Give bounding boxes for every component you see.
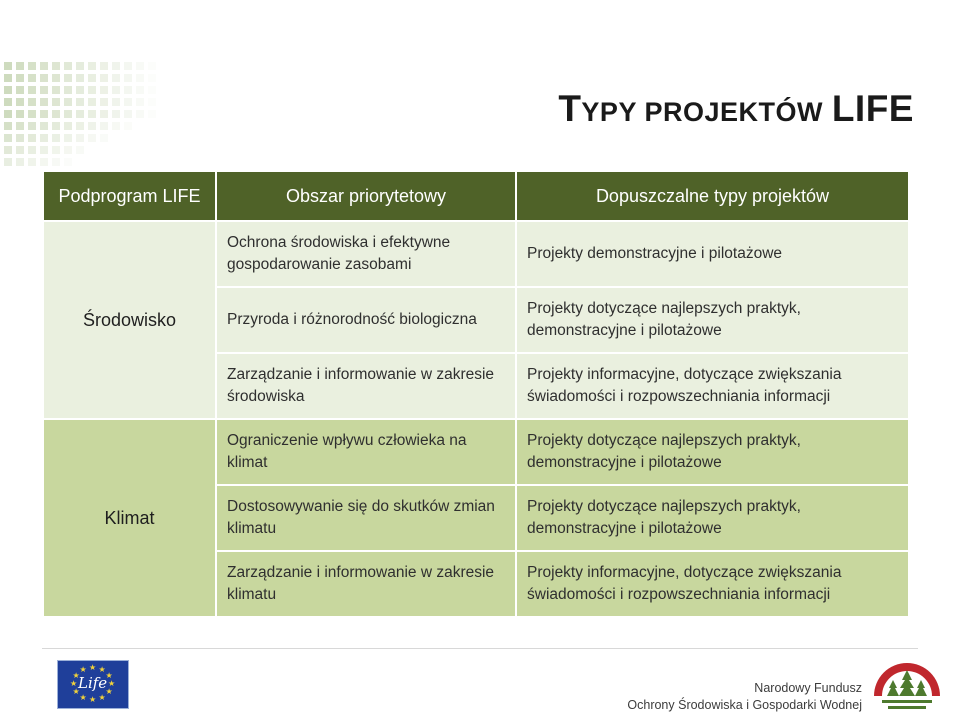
- decorative-dot: [28, 122, 36, 130]
- decorative-dot: [100, 134, 108, 142]
- decorative-dot: [88, 98, 96, 106]
- table-header-row: [44, 172, 908, 220]
- decorative-dot: [52, 122, 60, 130]
- decorative-dot: [100, 74, 108, 82]
- decorative-dot: [100, 122, 108, 130]
- decorative-dot: [40, 86, 48, 94]
- decorative-dot: [28, 110, 36, 118]
- decorative-dot: [124, 98, 132, 106]
- decorative-dot: [112, 74, 120, 82]
- decorative-dot: [124, 110, 132, 118]
- decorative-dot: [136, 86, 144, 94]
- nfosigw-logo-icon: [868, 656, 946, 714]
- decorative-dot: [76, 62, 84, 70]
- project-types-cell: Projekty informacyjne, dotyczące zwiększania świadomości i rozpowszechniania informacji: [517, 354, 908, 418]
- fund-name-line-2: Ochrony Środowiska i Gospodarki Wodnej: [627, 698, 862, 712]
- decorative-dot: [64, 158, 72, 166]
- priority-area-cell: Ochrona środowiska i efektywne gospodarowanie zasobami: [217, 222, 515, 286]
- priority-area-cell: Zarządzanie i informowanie w zakresie środowiska: [217, 354, 515, 418]
- eu-star-icon: ★: [108, 679, 116, 688]
- decorative-dot: [4, 98, 12, 106]
- decorative-dot: [100, 86, 108, 94]
- eu-life-logo: [57, 660, 129, 709]
- eu-star-icon: ★: [72, 687, 80, 696]
- decorative-dot: [52, 98, 60, 106]
- decorative-dot: [112, 98, 120, 106]
- decorative-dot: [64, 110, 72, 118]
- eu-star-icon: ★: [98, 692, 106, 702]
- decorative-dot: [4, 86, 12, 94]
- decorative-dot: [148, 62, 156, 70]
- decorative-dot: [76, 146, 84, 154]
- decorative-dot: [112, 86, 120, 94]
- decorative-dot: [16, 86, 24, 94]
- decorative-dot: [76, 86, 84, 94]
- eu-star-icon: ★: [105, 687, 113, 696]
- decorative-dot: [88, 122, 96, 130]
- decorative-dot: [4, 62, 12, 70]
- fund-name: [627, 680, 862, 714]
- project-types-table: [42, 170, 910, 618]
- life-logo-text: Life: [78, 674, 108, 692]
- decorative-dot-pattern: [0, 58, 170, 168]
- fund-name-line-1: Narodowy Fundusz: [754, 681, 862, 695]
- decorative-dot: [52, 110, 60, 118]
- decorative-dot: [124, 62, 132, 70]
- eu-star-icon: ★: [79, 692, 87, 702]
- decorative-dot: [76, 74, 84, 82]
- decorative-dot: [40, 146, 48, 154]
- decorative-dot: [28, 146, 36, 154]
- decorative-dot: [16, 158, 24, 166]
- subprogram-environment: Środowisko: [44, 222, 215, 418]
- decorative-dot: [64, 98, 72, 106]
- decorative-dot: [124, 122, 132, 130]
- decorative-dot: [16, 146, 24, 154]
- project-types-cell: Projekty dotyczące najlepszych praktyk, demonstracyjne i pilotażowe: [517, 486, 908, 550]
- decorative-dot: [4, 134, 12, 142]
- decorative-dot: [16, 98, 24, 106]
- decorative-dot: [28, 86, 36, 94]
- priority-area-cell: Przyroda i różnorodność biologiczna: [217, 288, 515, 352]
- decorative-dot: [100, 110, 108, 118]
- priority-area-cell: Ograniczenie wpływu człowieka na klimat: [217, 420, 515, 484]
- subprogram-climate: Klimat: [44, 420, 215, 616]
- decorative-dot: [76, 134, 84, 142]
- decorative-dot: [64, 134, 72, 142]
- priority-area-cell: Zarządzanie i informowanie w zakresie klimatu: [217, 552, 515, 616]
- decorative-dot: [64, 146, 72, 154]
- decorative-dot: [88, 62, 96, 70]
- decorative-dot: [4, 146, 12, 154]
- decorative-dot: [148, 98, 156, 106]
- decorative-dot: [100, 62, 108, 70]
- decorative-dot: [40, 110, 48, 118]
- decorative-dot: [16, 134, 24, 142]
- decorative-dot: [16, 62, 24, 70]
- project-types-cell: Projekty dotyczące najlepszych praktyk, demonstracyjne i pilotażowe: [517, 420, 908, 484]
- table-row: [44, 222, 908, 286]
- decorative-dot: [88, 134, 96, 142]
- decorative-dot: [28, 62, 36, 70]
- decorative-dot: [148, 110, 156, 118]
- table-row: [44, 420, 908, 484]
- decorative-dot: [4, 122, 12, 130]
- decorative-dot: [88, 74, 96, 82]
- decorative-dot: [88, 86, 96, 94]
- decorative-dot: [64, 86, 72, 94]
- decorative-dot: [52, 158, 60, 166]
- eu-star-icon: ★: [98, 665, 106, 675]
- decorative-dot: [52, 62, 60, 70]
- decorative-dot: [112, 110, 120, 118]
- decorative-dot: [112, 62, 120, 70]
- decorative-dot: [124, 86, 132, 94]
- eu-star-icon: ★: [105, 671, 113, 680]
- project-types-cell: Projekty demonstracyjne i pilotażowe: [517, 222, 908, 286]
- decorative-dot: [136, 74, 144, 82]
- project-types-cell: Projekty dotyczące najlepszych praktyk, demonstracyjne i pilotażowe: [517, 288, 908, 352]
- decorative-dot: [52, 74, 60, 82]
- footer-divider: [42, 648, 918, 649]
- eu-star-icon: ★: [89, 695, 97, 704]
- header-priority-area: Obszar priorytetowy: [217, 172, 515, 220]
- decorative-dot: [40, 62, 48, 70]
- decorative-dot: [52, 134, 60, 142]
- decorative-dot: [16, 122, 24, 130]
- decorative-dot: [148, 74, 156, 82]
- priority-area-cell: Dostosowywanie się do skutków zmian klimatu: [217, 486, 515, 550]
- decorative-dot: [136, 62, 144, 70]
- decorative-dot: [4, 158, 12, 166]
- decorative-dot: [16, 74, 24, 82]
- decorative-dot: [16, 110, 24, 118]
- decorative-dot: [4, 74, 12, 82]
- eu-star-icon: ★: [70, 679, 78, 688]
- decorative-dot: [40, 122, 48, 130]
- decorative-dot: [76, 98, 84, 106]
- header-subprogram: Podprogram LIFE: [44, 172, 215, 220]
- decorative-dot: [76, 110, 84, 118]
- decorative-dot: [64, 122, 72, 130]
- decorative-dot: [40, 158, 48, 166]
- eu-star-icon: ★: [89, 663, 97, 672]
- decorative-dot: [64, 62, 72, 70]
- decorative-dot: [136, 98, 144, 106]
- eu-star-icon: ★: [79, 665, 87, 675]
- decorative-dot: [40, 98, 48, 106]
- header-project-types: Dopuszczalne typy projektów: [517, 172, 908, 220]
- decorative-dot: [28, 98, 36, 106]
- decorative-dot: [64, 74, 72, 82]
- eu-star-icon: ★: [72, 671, 80, 680]
- decorative-dot: [112, 122, 120, 130]
- decorative-dot: [76, 122, 84, 130]
- decorative-dot: [88, 110, 96, 118]
- decorative-dot: [136, 110, 144, 118]
- decorative-dot: [28, 74, 36, 82]
- decorative-dot: [28, 158, 36, 166]
- decorative-dot: [28, 134, 36, 142]
- project-types-cell: Projekty informacyjne, dotyczące zwiększania świadomości i rozpowszechniania informacji: [517, 552, 908, 616]
- decorative-dot: [4, 110, 12, 118]
- decorative-dot: [100, 98, 108, 106]
- decorative-dot: [148, 86, 156, 94]
- slide-title: TYPY PROJEKTÓW LIFE: [558, 88, 914, 129]
- decorative-dot: [40, 74, 48, 82]
- decorative-dot: [124, 74, 132, 82]
- decorative-dot: [52, 146, 60, 154]
- decorative-dot: [40, 134, 48, 142]
- decorative-dot: [52, 86, 60, 94]
